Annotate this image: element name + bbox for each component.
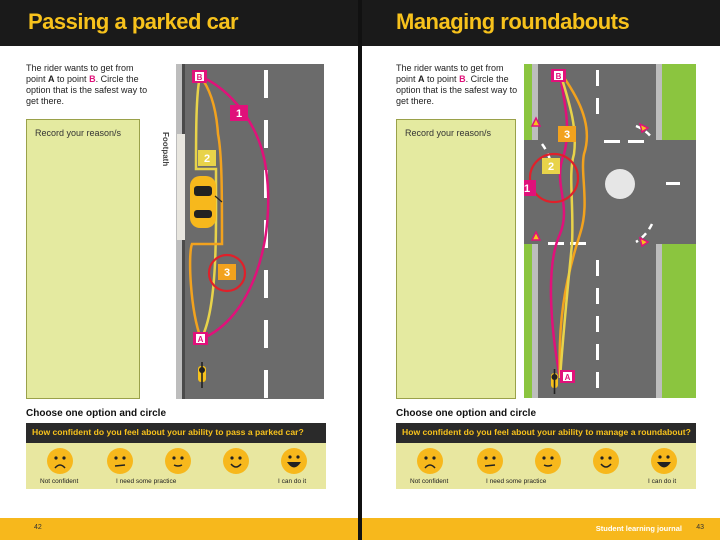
choose-instruction: Choose one option and circle [26,408,167,419]
scale-label-mid: I need some practice [486,478,547,485]
page-number: 42 [34,524,42,531]
face-icon[interactable] [476,447,504,475]
roundabout-icon [605,169,635,199]
scale-label-mid: I need some practice [116,478,177,485]
left-reason-box[interactable] [26,119,140,399]
face-icon[interactable] [592,447,620,475]
face-icon[interactable] [650,447,678,475]
right-instruction [396,63,524,107]
instruction-text: . Circle the option that is the safest way to get there. [26,74,148,106]
marker-a: A [564,373,571,382]
face-icon[interactable] [416,447,444,475]
choose-instruction: Choose one option and circle [396,408,537,419]
left-instruction [26,63,154,107]
marker-2: 2 [203,153,211,165]
marker-b: B [196,73,203,82]
right-page-title: Managing roundabouts [396,9,630,34]
footpath-label: Footpath [161,132,170,167]
scale-label-high: I can do it [278,478,307,485]
marker-1: 1 [524,183,531,195]
scale-label-high: I can do it [648,478,677,485]
instruction-text: to point [424,74,460,84]
left-header [0,0,358,46]
marker-b: B [555,72,562,81]
confidence-question: How confident do you feel about your ability to manage a roundabout? [402,427,691,437]
point-a-text: A [418,74,425,84]
face-icon[interactable] [164,447,192,475]
marker-3: 3 [563,129,571,141]
instruction-text: The rider wants to get from point [396,63,504,84]
point-b-text: B [89,74,96,84]
instruction-text: The rider wants to get from point [26,63,134,84]
confidence-question-bar [26,423,326,443]
right-footer [362,518,720,540]
point-a-text: A [48,74,55,84]
right-page [362,0,720,540]
face-icon[interactable] [280,447,308,475]
point-b-text: B [459,74,466,84]
face-icon[interactable] [222,447,250,475]
instruction-text: to point [54,74,90,84]
confidence-scale [396,443,696,489]
reason-label: Record your reason/s [405,128,492,138]
face-icon[interactable] [106,447,134,475]
scale-label-low: Not confident [410,478,449,485]
confidence-question: How confident do you feel about your ability to pass a parked car? [32,427,304,437]
right-reason-box[interactable] [396,119,516,399]
page-number: 43 [696,524,704,531]
parked-car-diagram [160,64,324,399]
confidence-scale [26,443,326,489]
right-header [362,0,720,46]
confidence-question-bar [396,423,696,443]
journal-title: Student learning journal [595,524,682,533]
face-icon[interactable] [46,447,74,475]
reason-label: Record your reason/s [35,128,122,138]
marker-2: 2 [547,161,555,173]
marker-3: 3 [223,267,231,279]
left-page [0,0,358,540]
marker-a: A [197,335,204,344]
face-icon[interactable] [534,447,562,475]
roundabout-diagram [524,64,696,398]
left-page-title: Passing a parked car [28,9,239,34]
left-footer [0,518,358,540]
instruction-text: . Circle the option that is the safest way to get there. [396,74,518,106]
scale-label-low: Not confident [40,478,79,485]
marker-1: 1 [235,108,243,120]
